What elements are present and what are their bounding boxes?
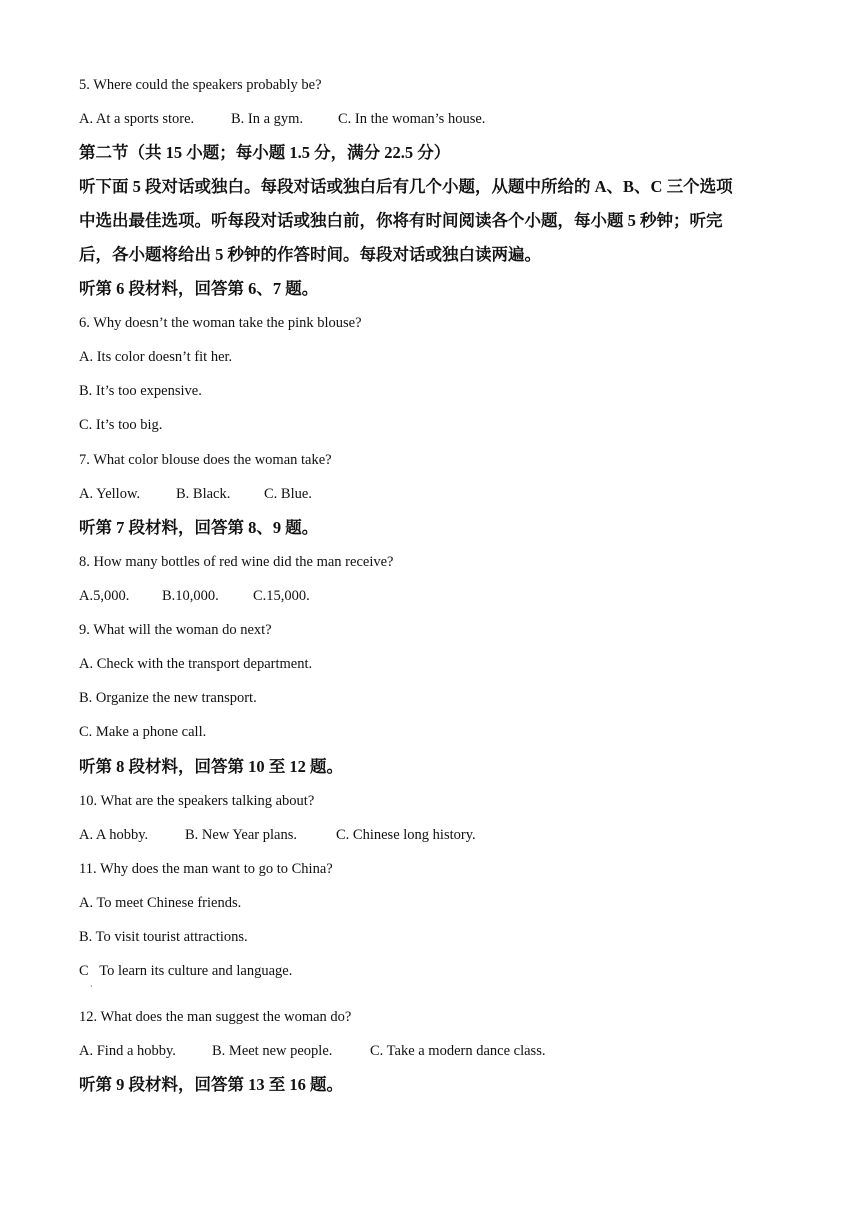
question-6-option-a: A. Its color doesn’t fit her. bbox=[79, 349, 233, 365]
option-b: B. New Year plans. bbox=[185, 827, 297, 843]
option-a: A. At a sports store. bbox=[79, 111, 195, 127]
question-9: 9. What will the woman do next? bbox=[79, 622, 272, 638]
instruction-line-3: 后，各小题将给出 5 秒钟的作答时间。每段对话或独白读两遍。 bbox=[79, 245, 541, 264]
option-c: C. In the woman’s house. bbox=[338, 111, 486, 127]
option-a: A. Find a hobby. bbox=[79, 1043, 176, 1059]
question-5: 5. Where could the speakers probably be? bbox=[79, 77, 322, 93]
question-10-options bbox=[79, 825, 476, 845]
option-c: C. Chinese long history. bbox=[336, 827, 476, 843]
question-8: 8. How many bottles of red wine did the man receive? bbox=[79, 554, 394, 570]
option-a: A. Yellow. bbox=[79, 486, 141, 502]
question-7: 7. What color blouse does the woman take? bbox=[79, 452, 332, 468]
question-10: 10. What are the speakers talking about? bbox=[79, 793, 315, 809]
question-9-option-a: A. Check with the transport department. bbox=[79, 656, 313, 672]
question-11-option-b: B. To visit tourist attractions. bbox=[79, 929, 248, 945]
question-8-options bbox=[79, 586, 310, 606]
part-8-heading: 听第 8 段材料，回答第 10 至 12 题。 bbox=[79, 757, 343, 776]
part-7-heading: 听第 7 段材料，回答第 8、9 题。 bbox=[79, 518, 319, 537]
question-11-option-c: C To learn its culture and language. bbox=[79, 963, 293, 979]
section-heading: 第二节（共 15 小题；每小题 1.5 分，满分 22.5 分） bbox=[79, 143, 451, 162]
question-11-option-a: A. To meet Chinese friends. bbox=[79, 895, 242, 911]
question-11: 11. Why does the man want to go to China? bbox=[79, 861, 333, 877]
part-6-heading: 听第 6 段材料，回答第 6、7 题。 bbox=[79, 279, 319, 298]
part-9-heading: 听第 9 段材料，回答第 13 至 16 题。 bbox=[79, 1075, 343, 1094]
instruction-line-1: 听下面 5 段对话或独白。每段对话或独白后有几个小题，从题中所给的 A、B、C 三个选项 bbox=[79, 177, 733, 196]
option-c: C.15,000. bbox=[253, 588, 310, 604]
question-6: 6. Why doesn’t the woman take the pink blouse? bbox=[79, 315, 362, 331]
stray-dot: · bbox=[90, 982, 93, 991]
option-b: B. Meet new people. bbox=[212, 1043, 333, 1059]
option-c: C. Blue. bbox=[264, 486, 312, 502]
option-c: C. Take a modern dance class. bbox=[370, 1043, 546, 1059]
option-b: B. In a gym. bbox=[231, 111, 304, 127]
question-6-option-c: C. It’s too big. bbox=[79, 417, 163, 433]
question-7-options bbox=[79, 484, 312, 504]
question-9-option-c: C. Make a phone call. bbox=[79, 724, 207, 740]
question-9-option-b: B. Organize the new transport. bbox=[79, 690, 257, 706]
question-12-options bbox=[79, 1041, 545, 1061]
question-12: 12. What does the man suggest the woman do? bbox=[79, 1009, 352, 1025]
option-b: B.10,000. bbox=[162, 588, 219, 604]
option-a: A.5,000. bbox=[79, 588, 130, 604]
option-a: A. A hobby. bbox=[79, 827, 149, 843]
question-6-option-b: B. It’s too expensive. bbox=[79, 383, 202, 399]
instruction-line-2: 中选出最佳选项。听每段对话或独白前，你将有时间阅读各个小题，每小题 5 秒钟；听完 bbox=[79, 211, 723, 230]
option-b: B. Black. bbox=[176, 486, 231, 502]
question-5-options bbox=[79, 109, 485, 129]
